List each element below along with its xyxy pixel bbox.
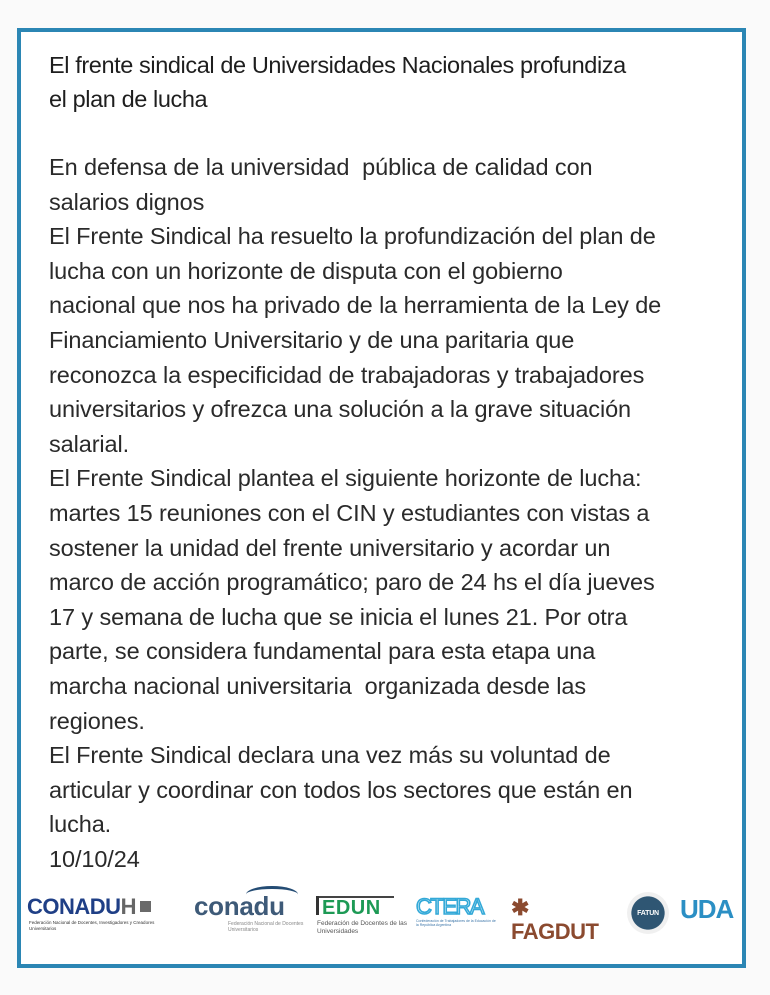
body-line: El Frente Sindical plantea el siguiente horizonte de lucha:	[49, 465, 642, 492]
fagdut-logo	[511, 896, 621, 944]
fedun-wordmark: EDUN	[322, 897, 381, 919]
ctera-logo	[416, 896, 498, 927]
body-line: reconozca la especificidad de trabajadoras y trabajadores	[49, 361, 645, 388]
body-line: lucha.	[49, 811, 112, 838]
body-line: El Frente Sindical declara una vez más su voluntad de	[49, 742, 611, 769]
body-line: regiones.	[49, 707, 145, 734]
conadu-subtitle: Federación Nacional de Docentes Universitarios	[228, 921, 304, 933]
body-line: marco de acción programático; paro de 24 hs el día jueves	[49, 569, 655, 596]
body-line: universitarios y ofrezca una solución a la grave situación	[49, 396, 632, 423]
union-logos-row	[27, 884, 742, 944]
fatun-wordmark: FATUN	[637, 909, 659, 917]
body-line: El Frente Sindical ha resuelto la profundización del plan de	[49, 223, 656, 250]
statement-title	[49, 48, 729, 116]
body-line: lucha con un horizonte de disputa con el gobierno	[49, 257, 563, 284]
square-icon	[140, 901, 151, 912]
body-line: salarios dignos	[49, 188, 205, 215]
date-line: 10/10/24	[49, 845, 140, 872]
body-line: 17 y semana de lucha que se inicia el lunes 21. Por otra	[49, 603, 628, 630]
conaduh-subtitle: Federación Nacional de Docentes, Investigadores y Creadores Universitarios	[29, 920, 155, 931]
body-line: parte, se considera fundamental para esta etapa una	[49, 638, 596, 665]
body-line: martes 15 reuniones con el CIN y estudiantes con vistas a	[49, 499, 650, 526]
ctera-wordmark: CTERA	[416, 894, 484, 919]
fatun-logo	[627, 892, 669, 934]
statement-body	[49, 150, 739, 876]
conadu-wordmark: conadu	[194, 891, 285, 921]
body-line: marcha nacional universitaria organizada desde las	[49, 672, 587, 699]
conaduh-wordmark: CONADUH	[27, 894, 136, 919]
uda-wordmark: UDA	[680, 894, 734, 924]
body-line: En defensa de la universidad pública de calidad con	[49, 154, 593, 180]
body-line: sostener la unidad del frente universitario y acordar un	[49, 534, 611, 561]
body-line: salarial.	[49, 430, 130, 457]
ctera-subtitle: Confederación de Trabajadores de la Educación de la República Argentina	[416, 919, 496, 927]
body-line: Financiamiento Universitario y de una paritaria que	[49, 326, 575, 353]
title-line: el plan de lucha	[49, 86, 208, 112]
fedun-f-stem-icon	[316, 896, 319, 915]
body-line: articular y coordinar con todos los sectores que están en	[49, 776, 633, 803]
conaduh-logo	[27, 896, 177, 931]
uda-logo	[680, 896, 740, 922]
title-line: El frente sindical de Universidades Nacionales profundiza	[49, 52, 626, 78]
statement-card	[17, 28, 746, 968]
fagdut-wordmark: ✱ FAGDUT	[511, 895, 599, 944]
fedun-subtitle: Federación de Docentes de las Universidades	[317, 920, 407, 935]
body-line: nacional que nos ha privado de la herramienta de la Ley de	[49, 292, 662, 319]
